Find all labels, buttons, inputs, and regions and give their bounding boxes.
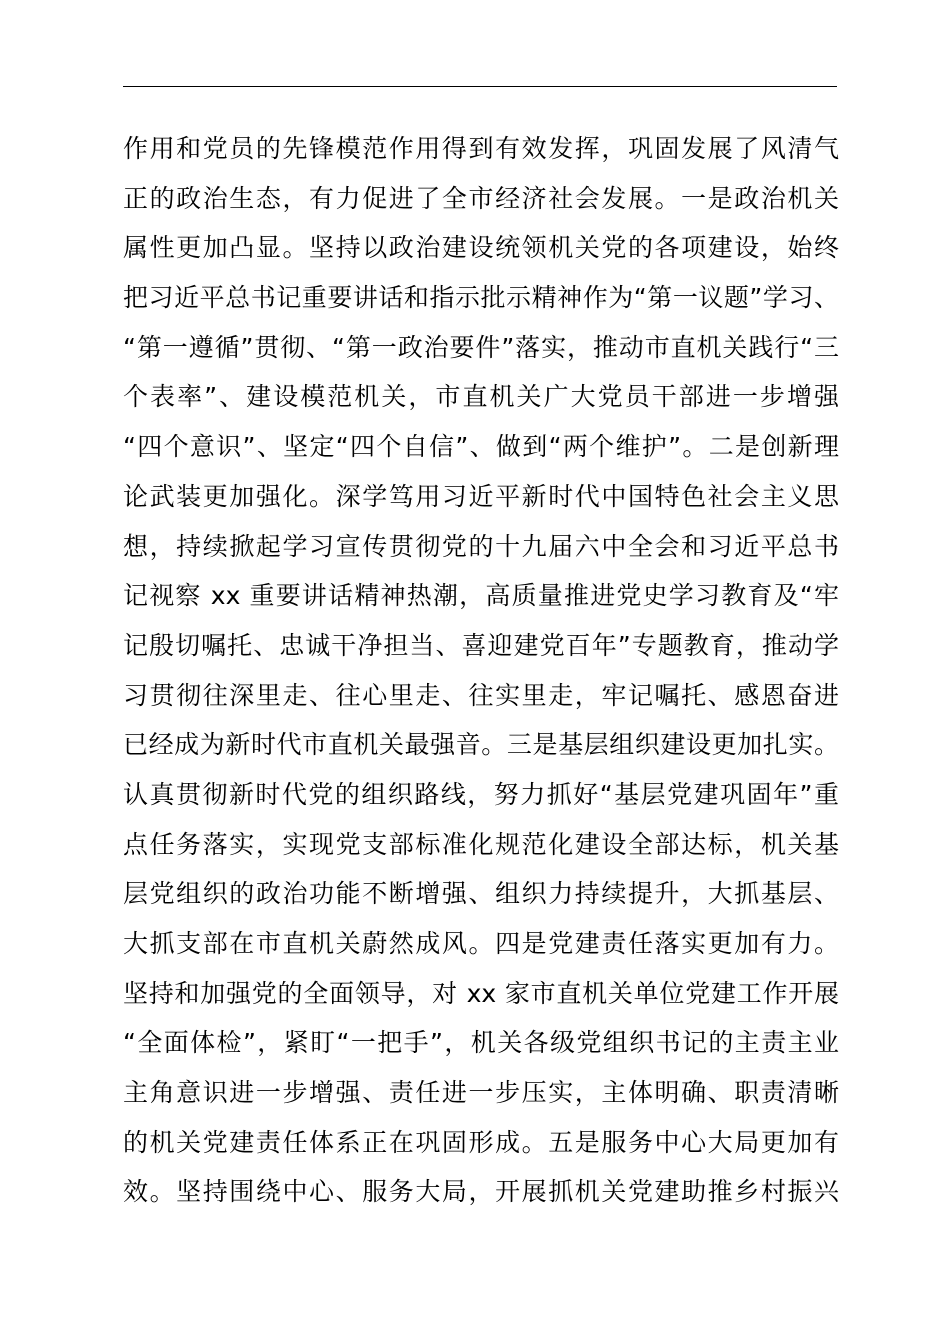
text-line: 的机关党建责任体系正在巩固形成。五是服务中心大局更加有 (123, 1127, 839, 1157)
text-line: “全面体检”，紧盯“一把手”，机关各级党组织书记的主责主业 (123, 1028, 839, 1058)
text-line: 层党组织的政治功能不断增强、组织力持续提升，大抓基层、 (123, 879, 839, 909)
text-line: 作用和党员的先锋模范作用得到有效发挥，巩固发展了风清气 (123, 134, 839, 163)
text-line: “四个意识”、坚定“四个自信”、做到“两个维护”。二是创新理 (123, 432, 839, 462)
document-body (123, 124, 839, 1217)
text-line: 把习近平总书记重要讲话和指示批示精神作为“第一议题”学习、 (123, 283, 839, 313)
text-line: 记殷切嘱托、忠诚干净担当、喜迎建党百年”专题教育，推动学 (123, 630, 839, 660)
text-line: 效。坚持围绕中心、服务大局，开展抓机关党建助推乡村振兴 (123, 1177, 839, 1207)
text-line: 认真贯彻新时代党的组织路线，努力抓好“基层党建巩固年”重 (123, 779, 839, 809)
text-line: 坚持和加强党的全面领导，对 xx 家市直机关单位党建工作开展 (123, 978, 839, 1008)
text-line: 大抓支部在市直机关蔚然成风。四是党建责任落实更加有力。 (123, 929, 839, 958)
text-line: 想，持续掀起学习宣传贯彻党的十九届六中全会和习近平总书 (123, 531, 839, 561)
text-line: 点任务落实，实现党支部标准化规范化建设全部达标，机关基 (123, 829, 839, 859)
text-line: 属性更加凸显。坚持以政治建设统领机关党的各项建设，始终 (123, 233, 839, 263)
text-line: 正的政治生态，有力促进了全市经济社会发展。一是政治机关 (123, 183, 839, 213)
text-line: 习贯彻往深里走、往心里走、往实里走，牢记嘱托、感恩奋进 (123, 680, 839, 710)
text-line: 主角意识进一步增强、责任进一步压实，主体明确、职责清晰 (123, 1078, 839, 1108)
text-line: 论武装更加强化。深学笃用习近平新时代中国特色社会主义思 (123, 481, 839, 511)
text-line: 个表率”、建设模范机关，市直机关广大党员干部进一步增强 (123, 382, 839, 412)
text-line: 已经成为新时代市直机关最强音。三是基层组织建设更加扎实。 (123, 730, 839, 760)
header-rule (123, 86, 837, 87)
text-line: “第一遵循”贯彻、“第一政治要件”落实，推动市直机关践行“三 (123, 332, 839, 362)
text-line: 记视察 xx 重要讲话精神热潮，高质量推进党史学习教育及“牢 (123, 581, 839, 611)
